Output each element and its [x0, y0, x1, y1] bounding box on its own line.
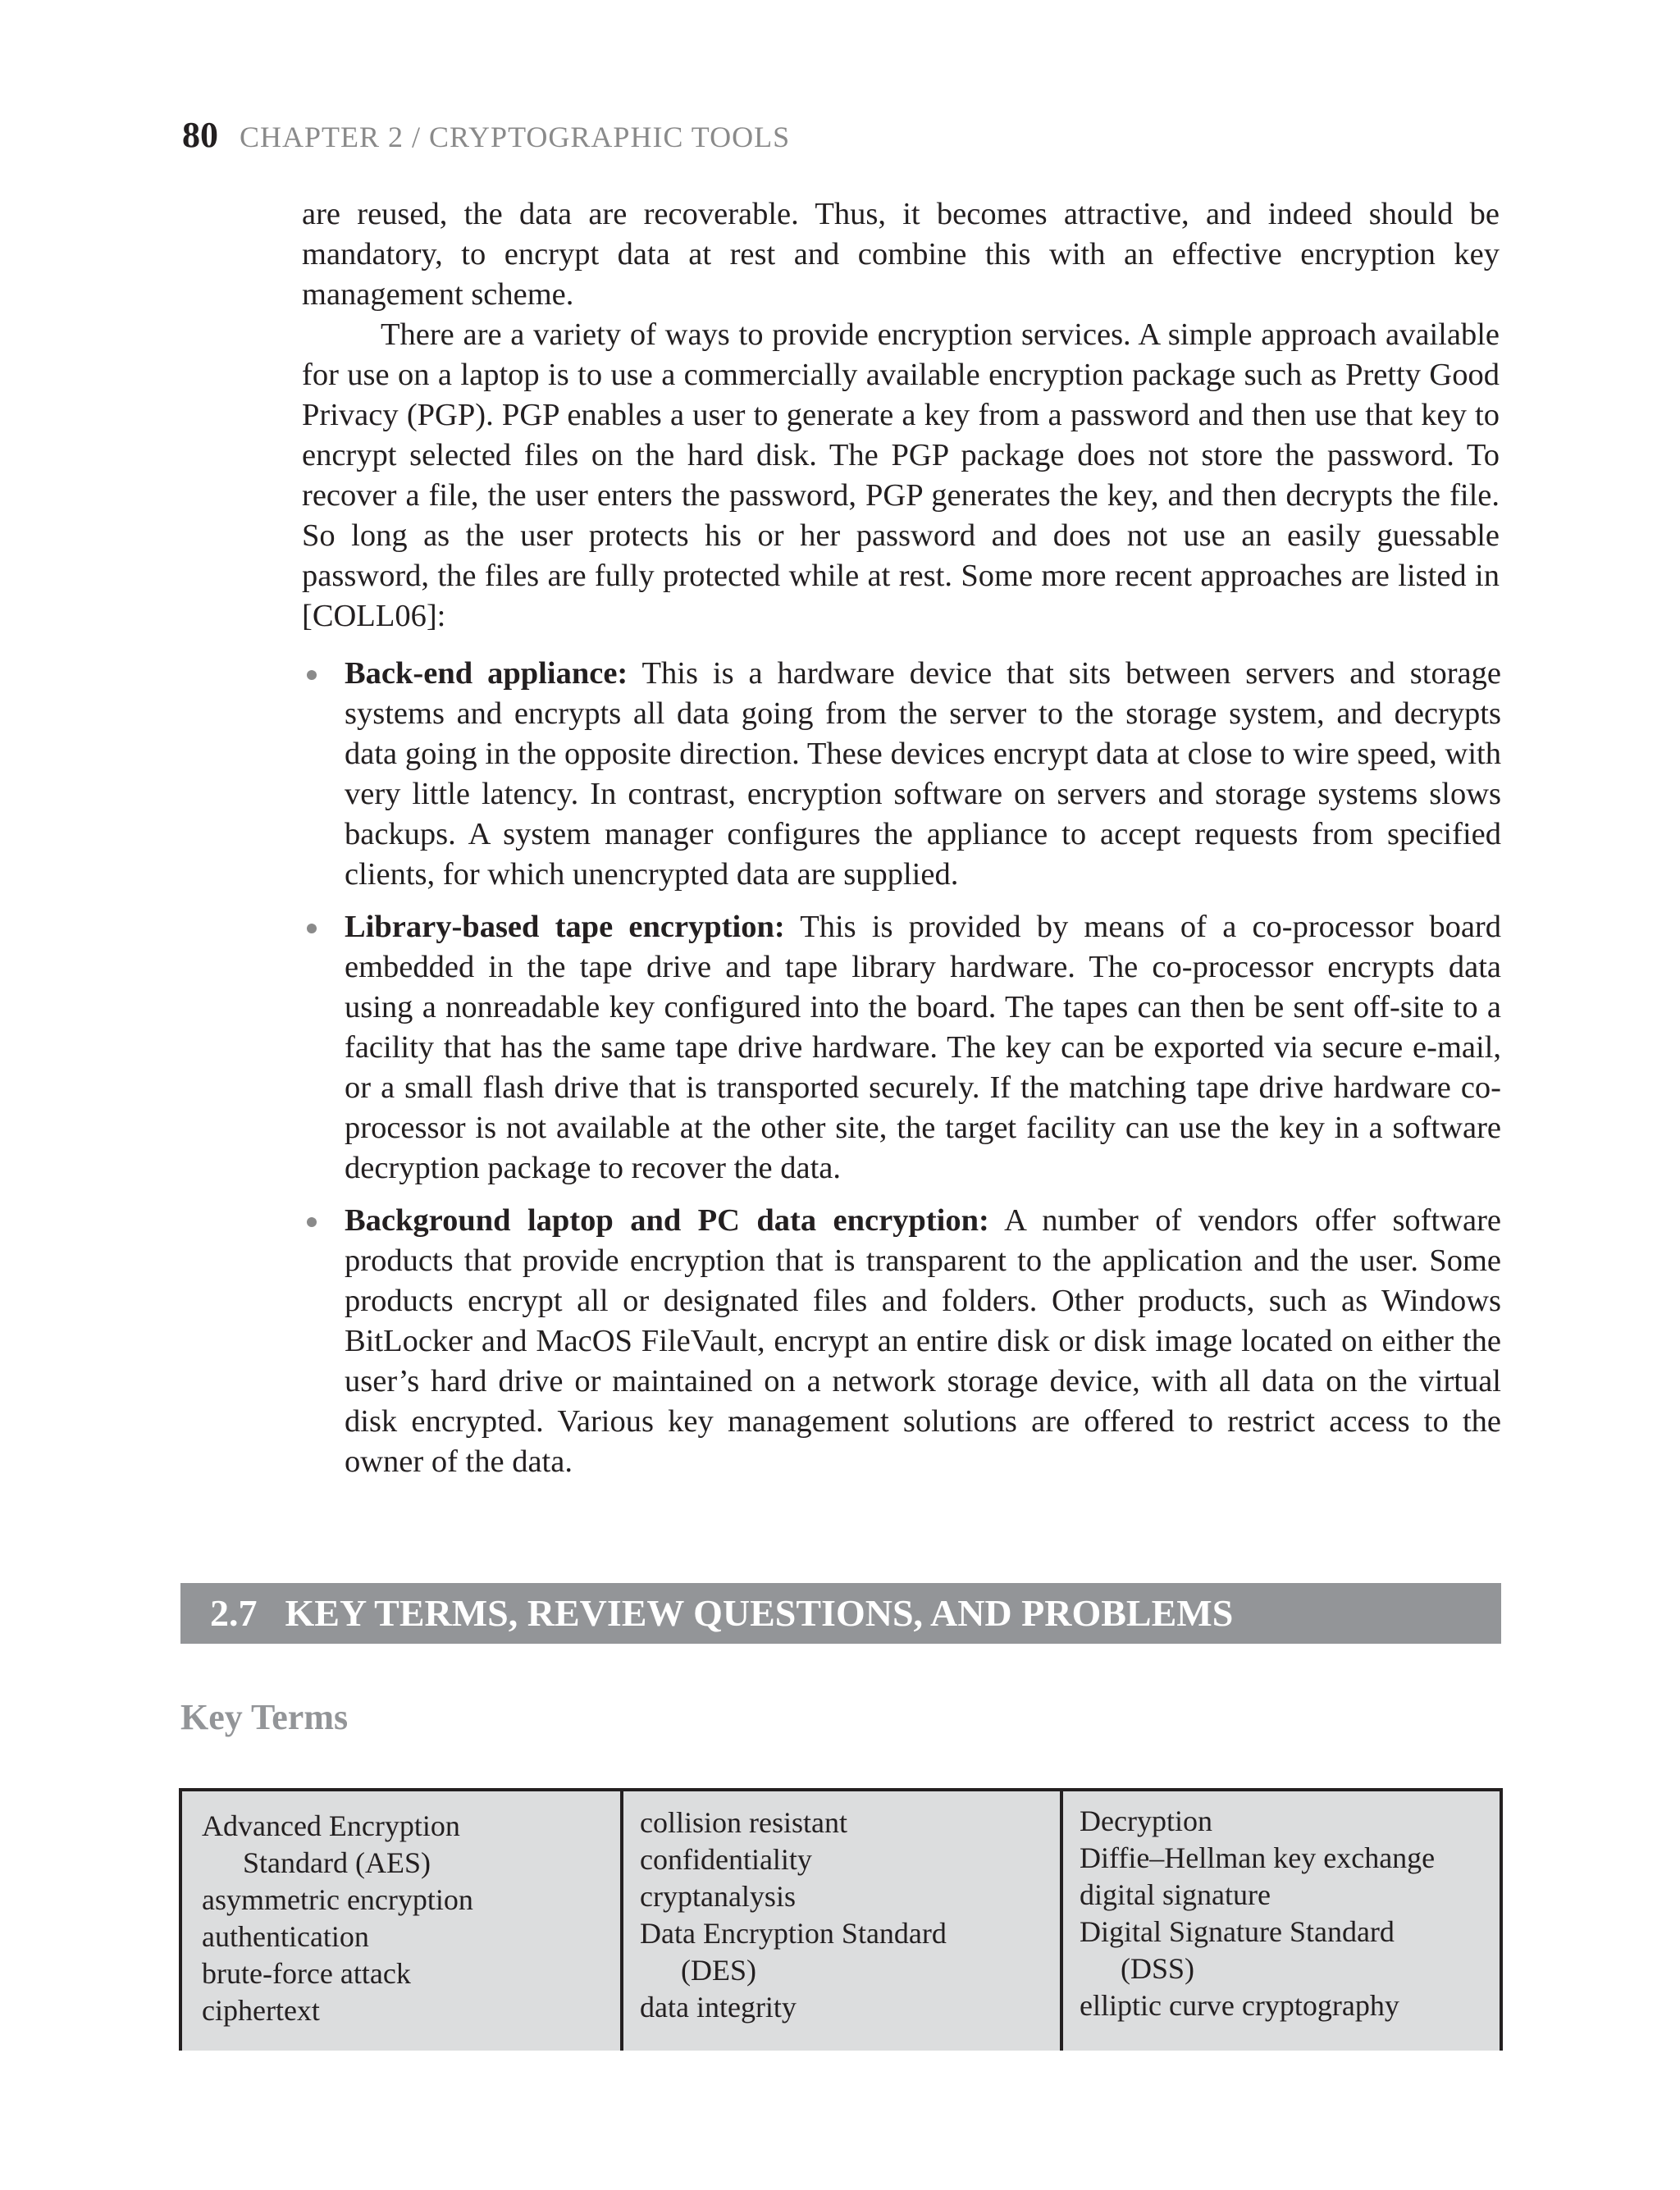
key-term-continuation: Standard (AES) — [243, 1846, 431, 1879]
paragraph-1: are reused, the data are recoverable. Thus, it becomes attractive, and indeed should be mandatory, to encrypt data at rest and combine this with an effective encryption key management scheme. — [302, 197, 1500, 312]
column-divider — [1060, 1791, 1063, 2051]
key-terms-column-1 — [202, 1808, 473, 2029]
key-term: Digital Signature Standard — [1080, 1915, 1395, 1948]
key-term: confidentiality — [640, 1843, 812, 1876]
key-terms-column-3 — [1080, 1803, 1435, 2024]
key-term: authentication — [202, 1920, 369, 1953]
bullet-item-library-based-tape-encryption — [345, 907, 1501, 1189]
bullet-list — [345, 654, 1501, 1494]
bullet-text: This is provided by means of a co-processor board embedded in the tape drive and tape library hardware. The co-processor encrypts data using a nonreadable key configured into the board. The tapes can then be sent off-site to a facility that has the same tape drive hardware. The key can be exported via secure e-mail, or a small flash drive that is transported securely. If the matching tape drive hardware co-processor is not available at the other site, the target facility can use the key in a software decryption package to recover the data. — [345, 910, 1501, 1185]
key-term: cryptanalysis — [640, 1880, 796, 1913]
section-number: 2.7 — [210, 1592, 258, 1634]
running-head — [182, 115, 790, 157]
key-term-continuation: (DSS) — [1121, 1952, 1195, 1985]
key-term: Diffie–Hellman key exchange — [1080, 1841, 1436, 1874]
key-term: brute-force attack — [202, 1957, 411, 1990]
key-term-continuation: (DES) — [681, 1954, 756, 1987]
section-heading-bar — [180, 1583, 1501, 1644]
chapter-title: CHAPTER 2 / CRYPTOGRAPHIC TOOLS — [240, 121, 791, 153]
key-term: Advanced Encryption — [202, 1809, 460, 1842]
key-term: collision resistant — [640, 1806, 847, 1839]
bullet-term: Background laptop and PC data encryption: — [345, 1203, 989, 1238]
key-term: data integrity — [640, 1991, 797, 2023]
key-term: digital signature — [1080, 1878, 1271, 1911]
key-term: ciphertext — [202, 1994, 320, 2027]
key-term: asymmetric encryption — [202, 1883, 473, 1916]
bullet-term: Back-end appliance: — [345, 656, 628, 691]
bullet-dot-icon — [307, 1217, 317, 1227]
section-title: KEY TERMS, REVIEW QUESTIONS, AND PROBLEMS — [285, 1592, 1234, 1634]
key-terms-box — [179, 1788, 1503, 2051]
paragraph-2: There are a variety of ways to provide encryption services. A simple approach available for use on a laptop is to use a commercially available encryption package such as Pretty Good Privacy (PGP). PGP enables a user to generate a key from a password and then use that key to encrypt selected files on the hard disk. The PGP package does not store the password. To recover a file, the user enters the password, PGP generates the key, and then decrypts the file. So long as the user protects his or her password and does not use an easily guessable password, the files are fully protected while at rest. Some more recent approaches are listed in [COLL06]: — [302, 317, 1500, 633]
bullet-dot-icon — [307, 670, 317, 680]
bullet-dot-icon — [307, 924, 317, 933]
bullet-item-background-laptop-encryption — [345, 1201, 1501, 1482]
bullet-text: This is a hardware device that sits between servers and storage systems and encrypts all data going from the server to the storage system, and decrypts data going in the opposite direction. These devices encrypt data at close to wire speed, with very little latency. In contrast, encryption software on servers and storage systems slows backups. A system manager configures the appliance to accept requests from specified clients, for which unencrypted data are supplied. — [345, 656, 1501, 892]
key-term: Data Encryption Standard — [640, 1917, 947, 1950]
key-term: elliptic curve cryptography — [1080, 1989, 1399, 2022]
page-number: 80 — [182, 115, 218, 155]
key-terms-column-2 — [640, 1804, 947, 2026]
column-divider — [620, 1791, 623, 2051]
bullet-term: Library-based tape encryption: — [345, 910, 785, 944]
key-term: Decryption — [1080, 1804, 1212, 1837]
bullet-item-back-end-appliance — [345, 654, 1501, 895]
key-terms-heading: Key Terms — [180, 1697, 349, 1737]
bullet-text: A number of vendors offer software products that provide encryption that is transparent to the application and the user. Some products encrypt all or designated files and folders. Other products, such as Windows BitLocker and MacOS FileVault, encrypt an entire disk or disk image located on either the user’s hard drive or maintained on a network storage device, with all data on the virtual disk encrypted. Various key management solutions are offered to restrict access to the owner of the data. — [345, 1203, 1501, 1479]
